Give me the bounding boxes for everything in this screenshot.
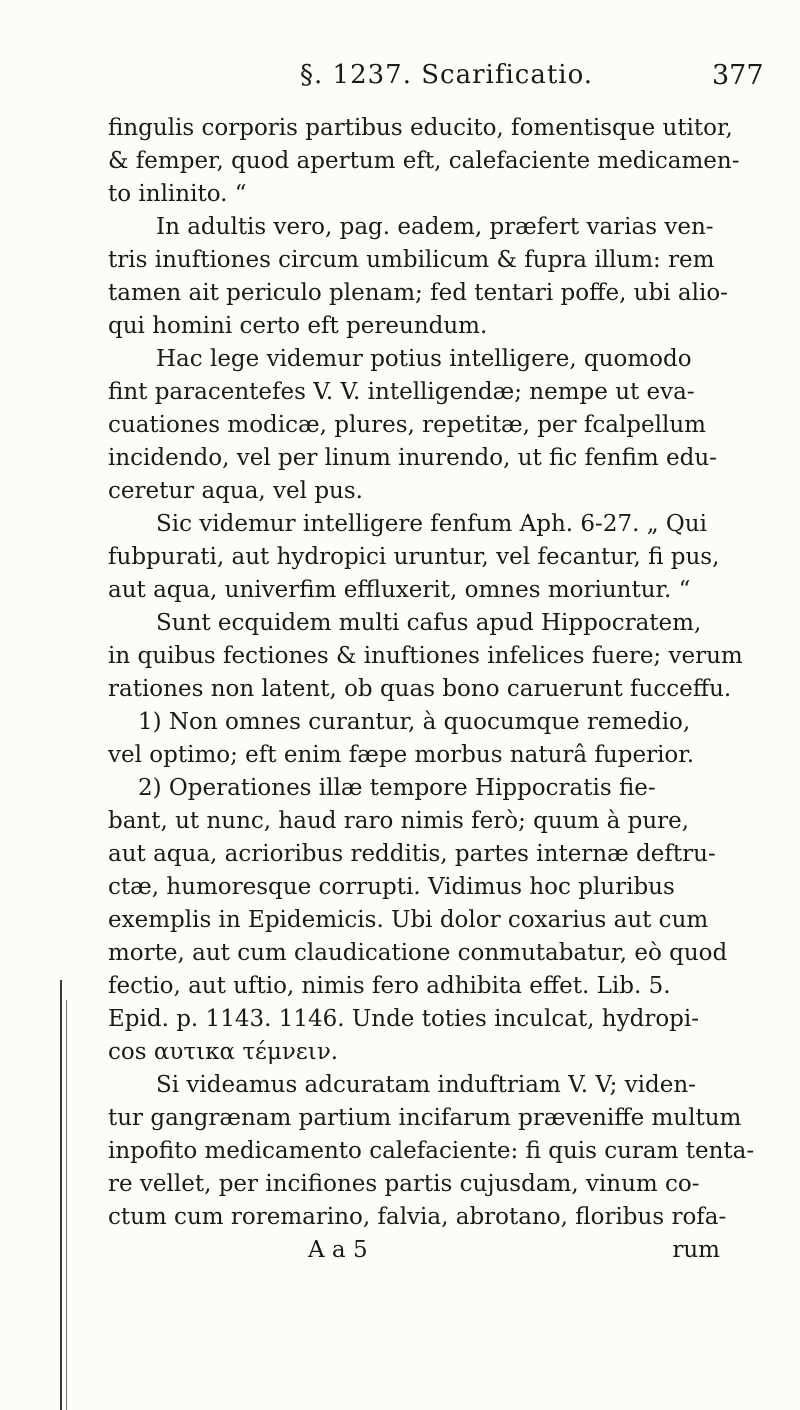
text-line: aut aqua, univerfim effluxerit, omnes moriuntur. “ — [108, 577, 691, 603]
paragraph-start-line: Sunt ecquidem multi cafus apud Hippocratem, — [156, 610, 702, 636]
text-line: to inlinito. “ — [108, 181, 247, 207]
text-line: ctum cum roremarino, falvia, abrotano, floribus rofa- — [108, 1204, 727, 1230]
catchword: rum — [672, 1237, 720, 1263]
section-heading: §. 1237. Scarificatio. — [300, 60, 594, 90]
text-line: fint paracentefes V. V. intelligendæ; nempe ut eva- — [108, 379, 695, 405]
text-line: in quibus fectiones & inuftiones infelices fuere; verum — [108, 643, 743, 669]
signature-mark: A a 5 — [308, 1237, 368, 1263]
text-line: tris inuftiones circum umbilicum & fupra illum: rem — [108, 247, 715, 273]
text-line: bant, ut nunc, haud raro nimis ferò; quum à pure, — [108, 808, 690, 834]
running-head — [0, 60, 800, 100]
numbered-item-line: 2) Operationes illæ tempore Hippocratis fie- — [138, 775, 656, 801]
page-footer — [108, 1234, 778, 1267]
text-line: fubpurati, aut hydropici uruntur, vel fecantur, fi pus, — [108, 544, 720, 570]
text-line: tur gangrænam partium incifarum præveniffe multum — [108, 1105, 742, 1131]
text-line: cos αυτικα τέμνειν. — [108, 1039, 339, 1065]
text-line: ceretur aqua, vel pus. — [108, 478, 363, 504]
binding-edge-line — [60, 980, 62, 1410]
text-line: incidendo, vel per linum inurendo, ut fic fenfim edu- — [108, 445, 717, 471]
text-line: fectio, aut uftio, nimis fero adhibita effet. Lib. 5. — [108, 973, 671, 999]
text-line: & femper, quod apertum eft, calefaciente medicamen- — [108, 148, 740, 174]
text-line: rationes non latent, ob quas bono caruerunt fucceffu. — [108, 676, 732, 702]
paragraph-start-line: Sic videmur intelligere fenfum Aph. 6-27. „ Qui — [156, 511, 707, 537]
paragraph-start-line: Hac lege videmur potius intelligere, quomodo — [156, 346, 692, 372]
binding-edge-line-inner — [66, 1000, 67, 1410]
text-line: fingulis corporis partibus educito, fomentisque utitor, — [108, 115, 733, 141]
page-number: 377 — [712, 60, 764, 91]
text-line: cuationes modicæ, plures, repetitæ, per fcalpellum — [108, 412, 706, 438]
text-line: aut aqua, acrioribus redditis, partes internæ deftru- — [108, 841, 716, 867]
body-text — [108, 112, 778, 1267]
text-line: morte, aut cum claudicatione conmutabatur, eò quod — [108, 940, 728, 966]
text-line: inpofito medicamento calefaciente: fi quis curam tenta- — [108, 1138, 755, 1164]
text-line: ctæ, humoresque corrupti. Vidimus hoc pluribus — [108, 874, 675, 900]
text-line: tamen ait periculo plenam; fed tentari poffe, ubi alio- — [108, 280, 728, 306]
text-line: exemplis in Epidemicis. Ubi dolor coxarius aut cum — [108, 907, 709, 933]
paragraph-start-line: Si videamus adcuratam induftriam V. V; viden- — [156, 1072, 696, 1098]
text-line: qui homini certo eft pereundum. — [108, 313, 488, 339]
text-line: Epid. p. 1143. 1146. Unde toties inculcat, hydropi- — [108, 1006, 700, 1032]
paragraph-start-line: In adultis vero, pag. eadem, præfert varias ven- — [156, 214, 714, 240]
text-line: re vellet, per incifiones partis cujusdam, vinum co- — [108, 1171, 700, 1197]
text-line: vel optimo; eft enim fæpe morbus naturâ fuperior. — [108, 742, 695, 768]
numbered-item-line: 1) Non omnes curantur, à quocumque remedio, — [138, 709, 691, 735]
